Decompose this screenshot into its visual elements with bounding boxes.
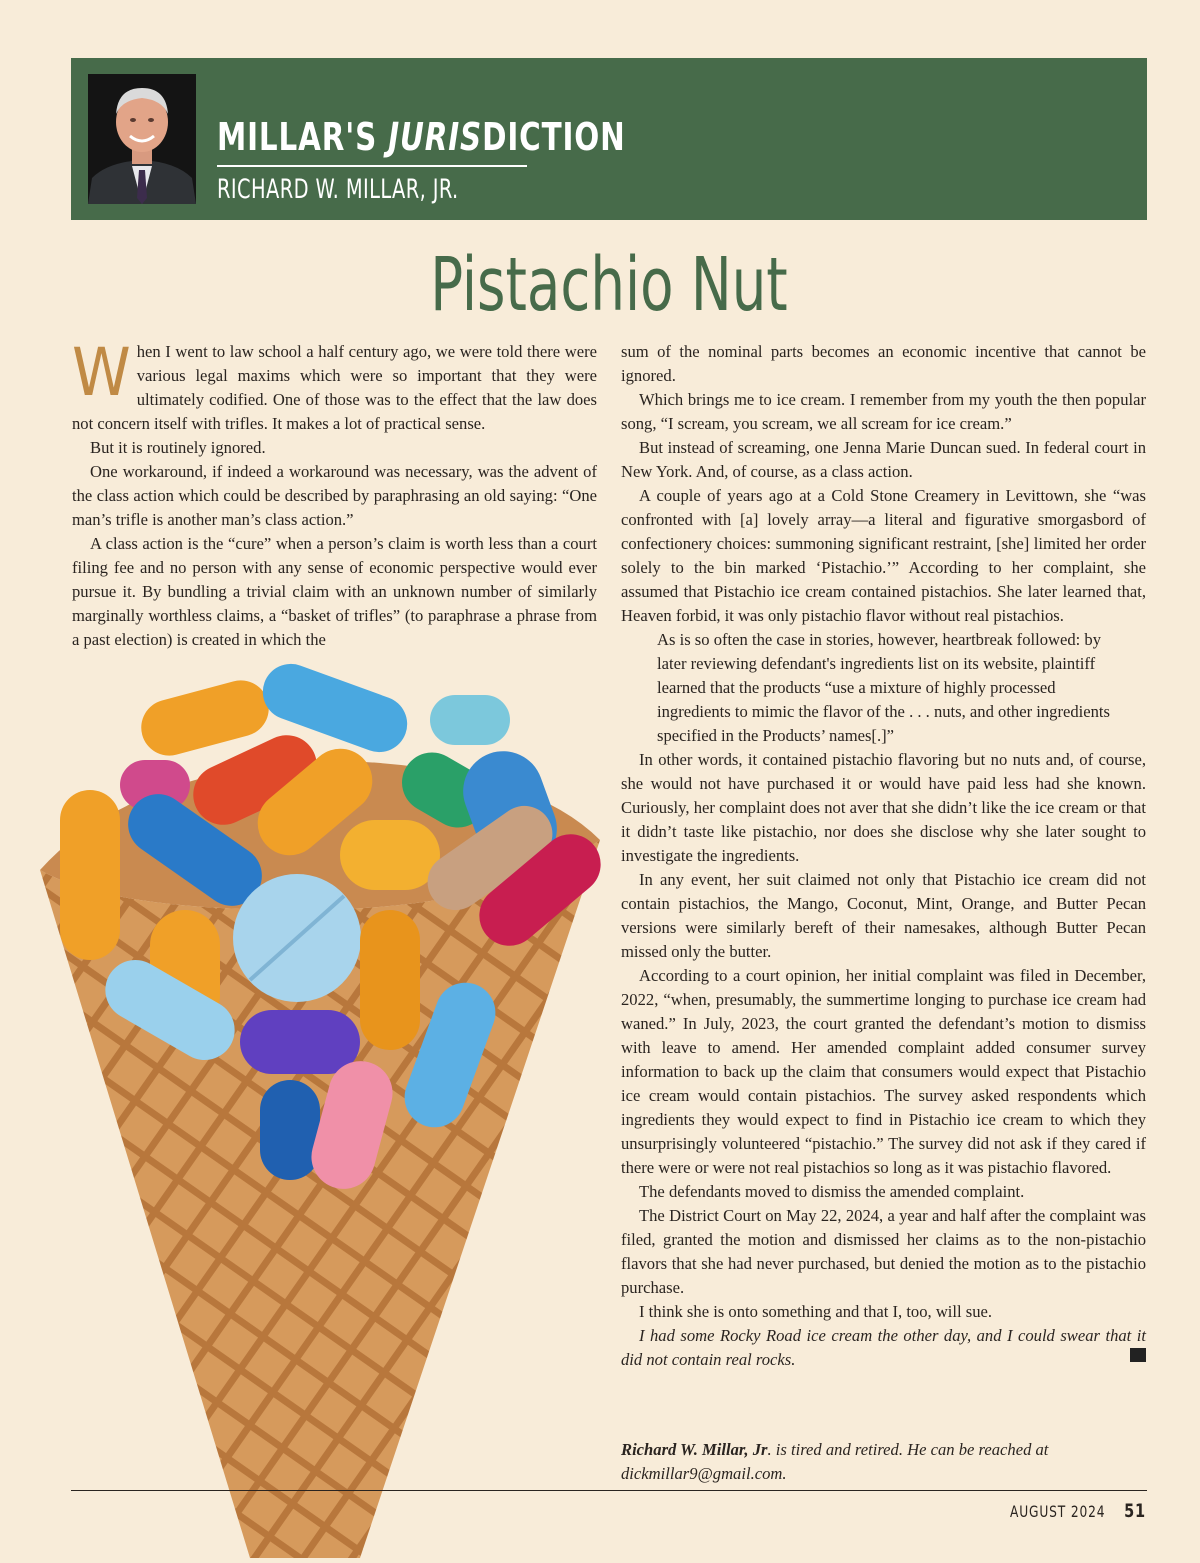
paragraph: When I went to law school a half century ago, we were told there were various legal maxims which were so important that they were ultimately codified. One of those was to the effect that the law does not concern itself with trifles. It makes a lot of practical sense.	[72, 334, 597, 433]
article-headline: Pistachio Nut	[430, 242, 788, 328]
paragraph: The District Court on May 22, 2024, a year and half after the complaint was filed, granted the motion and dismissed her claims as to the non-pistachio flavors that she had never purchased, but denied the motion as to the pistachio purchase.	[621, 1206, 1146, 1297]
issue-date: AUGUST 2024	[1010, 1502, 1106, 1521]
page-footer	[1010, 1500, 1146, 1522]
left-column	[72, 334, 597, 652]
column-banner	[71, 58, 1147, 220]
right-column	[621, 340, 1146, 1372]
paragraph: According to a court opinion, her initial complaint was filed in December, 2022, “when, presumably, the summertime longing to purchase ice cream had waned.” In July, 2023, the court granted the defendant’s motion to dismiss with leave to amend. Her amended complaint added consumer survey information to back up the claim that consumers would expect that Pistachio ice cream would contain pistachios. The survey asked respondents which ingredients they would expect to find in Pistachio ice cream to which they unsurprisingly volunteered “pistachio.” The survey did not ask if they cared if there were or were not real pistachios so long as it was pistachio flavored.	[621, 966, 1146, 1177]
paragraph: But it is routinely ignored.	[90, 438, 266, 457]
paragraph: I had some Rocky Road ice cream the other day, and I could swear that it did not contain real rocks.	[621, 1326, 1146, 1369]
dropcap: W	[72, 334, 131, 411]
paragraph: sum of the nominal parts becomes an economic incentive that cannot be ignored.	[621, 342, 1146, 385]
paragraph: I think she is onto something and that I, too, will sue.	[639, 1302, 993, 1321]
footer-rule	[71, 1490, 1147, 1491]
paragraph: Which brings me to ice cream. I remember from my youth the then popular song, “I scream, you scream, we all scream for ice cream.”	[621, 390, 1146, 433]
author-bio: Richard W. Millar, Jr. is tired and retired. He can be reached at dickmillar9@gmail.com.	[621, 1440, 1049, 1483]
paragraph: In other words, it contained pistachio flavoring but no nuts and, of course, she would not have purchased it or would have paid less had she known. Curiously, her complaint does not aver that she didn’t like the ice cream or that it didn’t taste like pistachio, nor does she disclose why she later sought to investigate the ingredients.	[621, 750, 1146, 865]
block-quote: As is so often the case in stories, however, heartbreak followed: by later reviewing defendant's ingredients list on its website, plaintiff learned that the products “use a mixture of highly processed ingredients to mimic the flavor of the . . . nuts, and other ingredients specified in the Products’ names[.]”	[657, 630, 1110, 745]
author-photo	[88, 74, 196, 204]
page-number: 51	[1124, 1500, 1146, 1522]
paragraph: A class action is the “cure” when a person’s claim is worth less than a court filing fee and no person with any sense of economic perspective would ever pursue it. By bundling a trivial claim with an unknown number of similarly marginally worthless claims, a “basket of trifles” (to paraphrase a phrase from a past election) is created in which the	[72, 534, 597, 649]
end-mark-icon	[1130, 1348, 1146, 1362]
paragraph: A couple of years ago at a Cold Stone Creamery in Levittown, she “was confronted with [a] lovely array—a literal and figurative smorgasbord of confectionery choices: summoning significant restraint, [she] limited her order solely to the bin marked ‘Pistachio.’” According to her complaint, she assumed that Pistachio ice cream contained pistachios. She later learned that, Heaven forbid, it was only pistachio flavor without real pistachios.	[621, 486, 1146, 625]
paragraph: The defendants moved to dismiss the amended complaint.	[639, 1182, 1025, 1201]
title-rule	[217, 165, 527, 167]
column-author: RICHARD W. MILLAR, JR.	[217, 174, 459, 205]
paragraph: One workaround, if indeed a workaround was necessary, was the advent of the class action which could be described by paraphrasing an old saying: “One man’s trifle is another man’s class action.”	[72, 462, 597, 529]
pill-cone-illustration	[0, 660, 612, 1558]
column-title: MILLAR'S JURISDICTION	[217, 115, 626, 159]
paragraph: In any event, her suit claimed not only that Pistachio ice cream did not contain pistachios, the Mango, Coconut, Mint, Orange, and Butter Pecan versions were similarly bereft of their namesakes, although Butter Pecan missed only the butter.	[621, 870, 1146, 961]
paragraph: But instead of screaming, one Jenna Marie Duncan sued. In federal court in New York. And, of course, as a class action.	[621, 438, 1146, 481]
